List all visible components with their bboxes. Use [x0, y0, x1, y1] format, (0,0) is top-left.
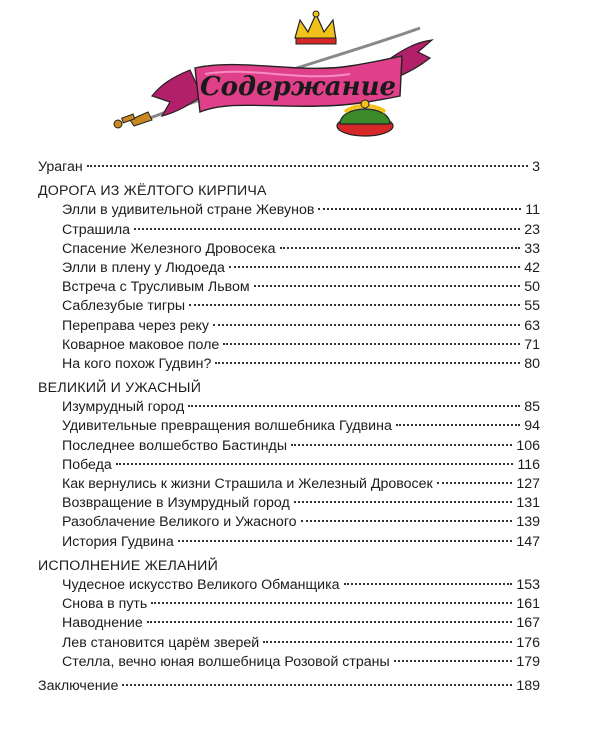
toc-entry-title: Страшила [62, 221, 131, 238]
toc-entry[interactable] [38, 417, 540, 436]
leader-dots [223, 343, 520, 345]
toc-entry[interactable] [38, 634, 540, 653]
toc-entry-title: Последнее волшебство Бастинды [62, 437, 288, 454]
toc-entry-page: 63 [524, 317, 540, 334]
toc-entry[interactable] [38, 201, 540, 220]
leader-dots [291, 444, 512, 446]
toc-entry-page: 71 [524, 336, 540, 353]
leader-dots [294, 501, 513, 503]
toc-entry[interactable] [38, 240, 540, 259]
leader-dots [280, 247, 521, 249]
toc-entry-page: 139 [516, 514, 540, 531]
leader-dots [229, 266, 520, 268]
ribbon-illustration [0, 0, 600, 150]
toc-entry-page: 131 [516, 495, 540, 512]
toc-entry-page: 179 [516, 653, 540, 670]
toc-entry-title: Удивительные превращения волшебника Гудвина [62, 418, 392, 435]
section-heading: ВЕЛИКИЙ И УЖАСНЫЙ [38, 380, 202, 397]
leader-dots [116, 463, 514, 465]
toc-entry-page: 55 [524, 298, 540, 315]
toc-entry-page: 176 [516, 634, 540, 651]
toc-entry[interactable] [38, 533, 540, 552]
leader-dots [178, 540, 513, 542]
section-heading: ДОРОГА ИЗ ЖЁЛТОГО КИРПИЧА [38, 183, 267, 200]
toc-entry[interactable] [38, 513, 540, 532]
leader-dots [301, 520, 513, 522]
toc-entry[interactable] [38, 259, 540, 278]
toc-entry[interactable] [38, 614, 540, 633]
leader-dots [134, 228, 520, 230]
toc-entry-page: 11 [525, 202, 540, 219]
toc-entry-title: Победа [62, 456, 112, 473]
toc-entry-page: 50 [524, 279, 540, 296]
toc-entry[interactable] [38, 355, 540, 374]
toc-entry-page: 85 [524, 399, 540, 416]
toc-entry-title: Как вернулись к жизни Страшила и Железный Дровосек [62, 476, 433, 492]
toc-entry-title: На кого похож Гудвин? [62, 355, 212, 372]
toc-entry-page: 94 [524, 418, 540, 435]
toc-entry-page: 33 [524, 240, 540, 257]
toc-entry-title: Ураган [38, 159, 83, 175]
toc-entry-title: Коварное маковое поле [62, 336, 220, 353]
toc-entry-page: 189 [516, 677, 540, 694]
table-of-contents [38, 158, 540, 696]
toc-entry-page: 147 [516, 533, 540, 550]
toc-entry-title: Саблезубые тигры [62, 298, 186, 315]
toc-entry[interactable] [38, 437, 540, 456]
leader-dots [437, 482, 513, 484]
toc-entry[interactable] [38, 653, 540, 672]
leader-dots [189, 304, 520, 306]
leader-dots [396, 424, 520, 426]
leader-dots [318, 208, 521, 210]
toc-entry[interactable] [38, 297, 540, 316]
leader-dots [394, 660, 513, 662]
toc-entry[interactable] [38, 677, 540, 696]
header-banner [0, 0, 600, 150]
toc-entry-title: Чудесное искусство Великого Обманщика [62, 576, 340, 593]
leader-dots [344, 583, 513, 585]
toc-entry[interactable] [38, 576, 540, 595]
toc-entry-title: Наводнение [62, 615, 143, 632]
toc-entry-title: Возвращение в Изумрудный город [62, 495, 290, 512]
toc-entry[interactable] [38, 475, 540, 494]
toc-entry-title: Разоблачение Великого и Ужасного [62, 514, 297, 531]
toc-entry-title: Лев становится царём зверей [62, 634, 260, 651]
leader-dots [122, 684, 512, 686]
crown-icon [295, 11, 336, 44]
toc-entry-title: Переправа через реку [62, 317, 209, 334]
toc-entry-title: Изумрудный город [62, 399, 185, 416]
leader-dots [87, 165, 528, 167]
crown-hat-icon [337, 100, 393, 136]
leader-dots [254, 285, 521, 287]
toc-entry-page: 23 [524, 221, 540, 238]
toc-entry-page: 80 [524, 355, 540, 372]
toc-entry[interactable] [38, 336, 540, 355]
page-title: Содержание [199, 72, 397, 102]
toc-entry-title: Спасение Железного Дровосека [62, 240, 276, 257]
toc-entry[interactable] [38, 278, 540, 297]
leader-dots [215, 362, 520, 364]
toc-entry-title: История Гудвина [62, 533, 174, 550]
toc-entry[interactable] [38, 456, 540, 475]
toc-entry-page: 127 [516, 476, 540, 492]
toc-entry-page: 3 [532, 159, 540, 175]
toc-entry[interactable] [38, 595, 540, 614]
toc-entry-title: Встреча с Трусливым Львом [62, 279, 250, 296]
toc-entry-page: 153 [516, 576, 540, 593]
toc-entry[interactable] [38, 317, 540, 336]
toc-entry-title: Заключение [38, 677, 119, 694]
toc-entry[interactable] [38, 494, 540, 513]
section-heading: ИСПОЛНЕНИЕ ЖЕЛАНИЙ [38, 557, 218, 574]
leader-dots [147, 621, 513, 623]
toc-entry[interactable] [38, 221, 540, 240]
toc-entry-page: 167 [516, 615, 540, 632]
toc-entry-page: 106 [516, 437, 540, 454]
leader-dots [151, 602, 512, 604]
toc-entry-title: Элли в плену у Людоеда [62, 259, 225, 276]
leader-dots [213, 324, 520, 326]
toc-entry-title: Снова в путь [62, 596, 148, 613]
toc-entry-title: Элли в удивительной стране Жевунов [62, 202, 315, 219]
toc-entry-page: 161 [516, 596, 540, 613]
toc-entry-page: 42 [524, 259, 540, 276]
toc-entry[interactable] [38, 398, 540, 417]
toc-entry[interactable] [38, 158, 540, 177]
toc-entry-title: Стелла, вечно юная волшебница Розовой страны [62, 653, 390, 670]
toc-entry-page: 116 [517, 456, 540, 473]
leader-dots [188, 405, 520, 407]
leader-dots [263, 641, 512, 643]
